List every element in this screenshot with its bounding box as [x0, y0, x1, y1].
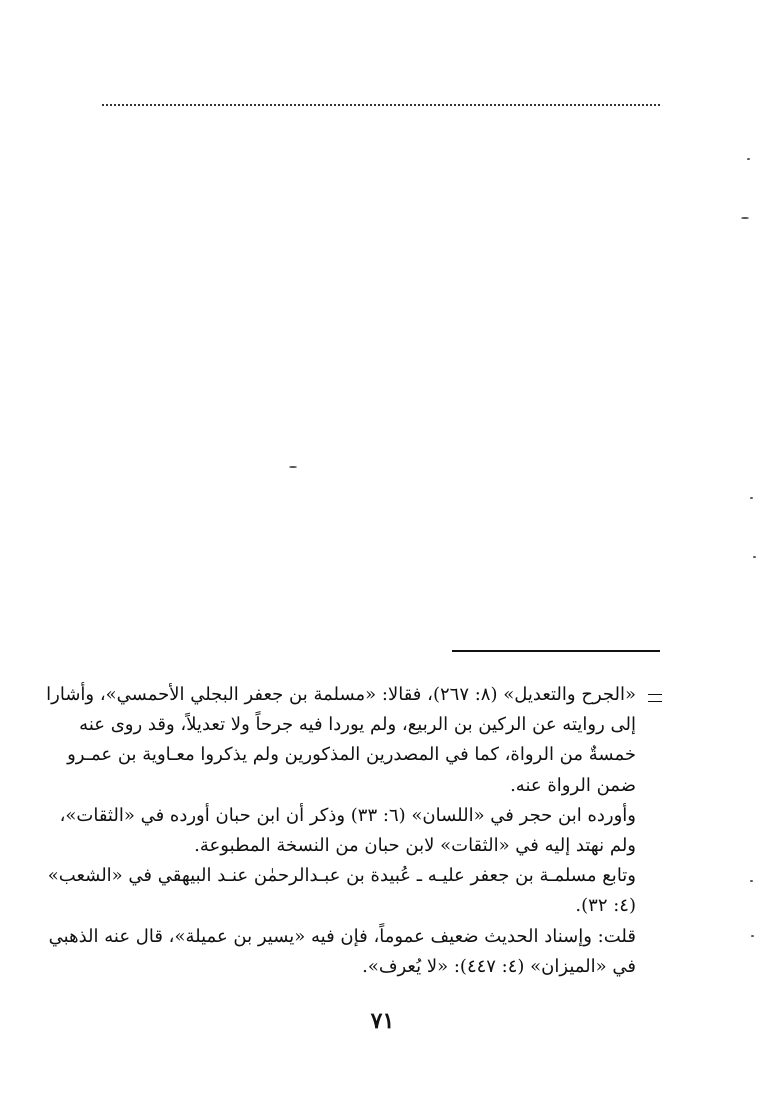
footnote-line: ضمن الرواة عنه.: [510, 774, 636, 796]
scan-speck: [750, 497, 753, 499]
top-dotted-rule: [102, 104, 660, 106]
footnote-line: «الجرح والتعديل» (٨: ٢٦٧)، فقالا: «مسلمة بن جعفر البجلي الأحمسي»، وأشارا: [46, 684, 636, 705]
footnote-line: قلت: وإسناد الحديث ضعيف عموماً، فإن فيه «يسير بن عميلة»، قال عنه الذهبي: [48, 925, 636, 947]
page-number: ٧١: [370, 1008, 395, 1034]
footnote-line: وأورده ابن حجر في «اللسان» (٦: ٣٣) وذكر أن ابن حبان أورده في «الثقات»،: [59, 804, 636, 826]
footnote-separator: [452, 650, 660, 652]
footnote-line: وتابع مسلمـة بن جعفر عليـه ـ عُبيدة بن عبـدالرحمٰن عنـد البيهقي في «الشعب»: [47, 865, 636, 887]
scan-speck: [750, 880, 753, 882]
footnote-line: ولم نهتد إليه في «الثقات» لابن حبان من النسخة المطبوعة.: [194, 834, 636, 856]
scan-speck: [747, 158, 750, 160]
continuation-mark: [648, 694, 662, 702]
footnote-text: [46, 680, 636, 982]
footnote-line: (٤: ٣٢).: [575, 895, 636, 917]
footnote-line: خمسةٌ من الرواة، كما في المصدرين المذكورين ولم يذكروا معـاوية بن عمـرو: [67, 744, 636, 766]
scan-speck: [741, 217, 749, 219]
scan-speck: [753, 556, 756, 558]
footnote-line: إلى روايته عن الركين بن الربيع، ولم يوردا فيه جرحاً ولا تعديلاً، وقد روى عنه: [79, 714, 636, 736]
scan-speck: [751, 935, 754, 937]
footnote-line: في «الميزان» (٤: ٤٤٧): «لا يُعرف».: [362, 955, 636, 977]
scan-speck: [289, 466, 297, 468]
